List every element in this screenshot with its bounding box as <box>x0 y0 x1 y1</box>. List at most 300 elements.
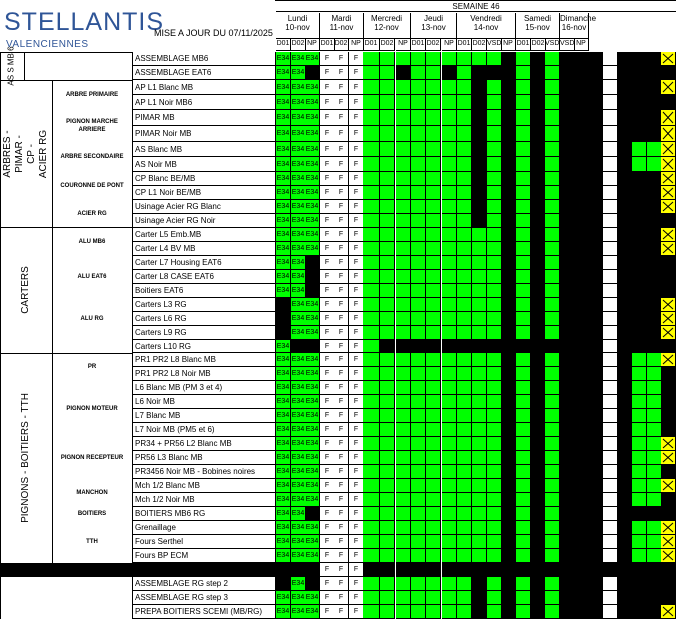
schedule-cell <box>603 521 618 535</box>
schedule-cell <box>545 395 560 409</box>
cross-icon <box>661 312 675 325</box>
schedule-cell <box>380 242 395 256</box>
schedule-cell <box>647 563 662 577</box>
schedule-cell <box>411 200 426 214</box>
schedule-cell <box>618 126 633 142</box>
schedule-cell <box>661 157 676 172</box>
cross-icon <box>661 80 675 94</box>
schedule-cell: E34 <box>305 353 320 367</box>
cross-icon <box>661 535 675 548</box>
schedule-cell <box>589 95 604 110</box>
schedule-cell <box>560 270 575 284</box>
schedule-cell <box>457 563 472 577</box>
schedule-cell: F <box>349 381 364 395</box>
schedule-cell <box>589 284 604 298</box>
schedule-cell <box>603 200 618 214</box>
schedule-cell <box>560 479 575 493</box>
schedule-cell: F <box>349 563 364 577</box>
schedule-cell <box>574 465 589 479</box>
schedule-cell <box>531 298 546 312</box>
schedule-cell <box>531 228 546 242</box>
schedule-cell <box>531 52 546 66</box>
schedule-cell <box>661 591 676 605</box>
schedule-cell: E34 <box>305 228 320 242</box>
schedule-cell <box>632 312 647 326</box>
schedule-cell <box>574 367 589 381</box>
schedule-cell <box>531 423 546 437</box>
schedule-cell <box>560 521 575 535</box>
schedule-cell: E34 <box>291 242 306 256</box>
schedule-cell <box>442 423 457 437</box>
schedule-cell: F <box>334 395 349 409</box>
schedule-cell <box>411 507 426 521</box>
schedule-cell <box>487 200 502 214</box>
schedule-cell: E34 <box>305 110 320 126</box>
schedule-cell <box>603 326 618 340</box>
schedule-cell <box>589 423 604 437</box>
schedule-cell <box>618 409 633 423</box>
cross-icon <box>661 521 675 534</box>
schedule-cell <box>603 507 618 521</box>
schedule-cell <box>531 409 546 423</box>
schedule-cell <box>531 80 546 95</box>
schedule-cell <box>516 157 531 172</box>
schedule-cell <box>411 284 426 298</box>
schedule-cell <box>380 66 395 80</box>
schedule-cell <box>501 563 516 577</box>
schedule-cell <box>661 242 676 256</box>
schedule-cell: F <box>349 256 364 270</box>
schedule-cell <box>647 52 662 66</box>
row-label: PIMAR MB <box>132 110 276 126</box>
schedule-cell <box>472 172 487 186</box>
schedule-cell <box>380 80 395 95</box>
schedule-cell: E34 <box>291 298 306 312</box>
schedule-cell <box>472 200 487 214</box>
schedule-cell: E34 <box>291 605 306 619</box>
schedule-cell <box>396 367 411 381</box>
schedule-cell <box>531 242 546 256</box>
schedule-cell <box>411 409 426 423</box>
schedule-cell <box>396 52 411 66</box>
row-label: AP L1 Blanc MB <box>132 80 276 95</box>
schedule-cell <box>442 353 457 367</box>
schedule-cell <box>545 298 560 312</box>
schedule-cell <box>589 340 604 353</box>
schedule-cell: F <box>349 340 364 353</box>
schedule-cell: E34 <box>276 284 291 298</box>
grid-line <box>275 0 676 2</box>
shift-header: NP <box>305 39 320 51</box>
schedule-cell <box>516 451 531 465</box>
schedule-cell <box>276 563 291 577</box>
schedule-cell <box>472 52 487 66</box>
schedule-cell <box>411 186 426 200</box>
schedule-cell: E34 <box>305 95 320 110</box>
schedule-cell <box>426 493 441 507</box>
stellantis-logo: STELLANTIS <box>4 8 165 36</box>
schedule-cell <box>589 521 604 535</box>
schedule-cell <box>574 549 589 563</box>
schedule-cell <box>632 80 647 95</box>
schedule-cell <box>589 200 604 214</box>
schedule-cell <box>380 110 395 126</box>
day-header <box>560 13 597 39</box>
schedule-cell <box>396 298 411 312</box>
schedule-cell <box>618 493 633 507</box>
schedule-cell <box>396 340 411 353</box>
schedule-cell <box>661 110 676 126</box>
schedule-cell <box>589 186 604 200</box>
schedule-cell <box>574 563 589 577</box>
schedule-cell <box>457 549 472 563</box>
schedule-cell <box>472 549 487 563</box>
update-date: MISE A JOUR DU 07/11/2025 <box>154 28 273 38</box>
schedule-cell: F <box>320 66 335 80</box>
schedule-cell <box>589 549 604 563</box>
schedule-cell <box>380 395 395 409</box>
schedule-cell <box>603 465 618 479</box>
schedule-cell <box>396 535 411 549</box>
schedule-cell <box>574 605 589 619</box>
schedule-cell <box>426 423 441 437</box>
schedule-cell: E34 <box>276 367 291 381</box>
shift-header: D02 <box>426 39 441 51</box>
schedule-cell <box>472 395 487 409</box>
row-label: AP L1 Noir MB6 <box>132 95 276 110</box>
group-tth: TTH <box>86 539 98 545</box>
schedule-cell <box>305 340 320 353</box>
schedule-cell <box>632 465 647 479</box>
schedule-cell <box>589 142 604 157</box>
schedule-cell: F <box>334 80 349 95</box>
schedule-cell: E34 <box>276 256 291 270</box>
schedule-cell <box>531 353 546 367</box>
schedule-cell <box>516 110 531 126</box>
schedule-cell <box>647 200 662 214</box>
schedule-cell <box>531 157 546 172</box>
schedule-cell <box>661 437 676 451</box>
schedule-cell: E34 <box>305 423 320 437</box>
schedule-cell <box>574 326 589 340</box>
schedule-cell <box>661 465 676 479</box>
schedule-cell <box>560 381 575 395</box>
schedule-cell <box>457 340 472 353</box>
schedule-cell <box>442 186 457 200</box>
schedule-cell <box>426 479 441 493</box>
schedule-cell <box>574 395 589 409</box>
day-date: 11-nov <box>329 23 354 32</box>
schedule-cell: E34 <box>305 395 320 409</box>
schedule-cell <box>472 270 487 284</box>
row-label: Usinage Acier RG Noir <box>132 214 276 228</box>
schedule-cell <box>487 186 502 200</box>
schedule-cell <box>457 256 472 270</box>
schedule-cell <box>560 367 575 381</box>
schedule-cell <box>574 284 589 298</box>
schedule-cell <box>501 381 516 395</box>
schedule-cell <box>363 157 380 172</box>
schedule-cell: E34 <box>305 157 320 172</box>
schedule-cell <box>501 214 516 228</box>
row-label: Fours Serthel <box>132 535 276 549</box>
schedule-cell <box>589 214 604 228</box>
schedule-cell: F <box>320 353 335 367</box>
schedule-cell <box>545 242 560 256</box>
section-as-mb6: AS S MB 6 <box>7 46 16 86</box>
schedule-cell <box>618 312 633 326</box>
schedule-cell <box>426 110 441 126</box>
schedule-cell <box>396 521 411 535</box>
schedule-cell <box>647 95 662 110</box>
schedule-cell <box>516 493 531 507</box>
schedule-cell <box>380 535 395 549</box>
schedule-cell <box>618 451 633 465</box>
schedule-cell <box>501 126 516 142</box>
day-name: Mardi <box>331 14 352 23</box>
schedule-cell: E34 <box>291 395 306 409</box>
day-header <box>457 13 516 39</box>
schedule-cell: E34 <box>276 353 291 367</box>
schedule-cell <box>426 200 441 214</box>
schedule-cell <box>647 142 662 157</box>
schedule-cell <box>603 242 618 256</box>
schedule-cell <box>632 95 647 110</box>
schedule-cell <box>531 479 546 493</box>
schedule-cell <box>457 95 472 110</box>
cross-icon <box>661 126 675 141</box>
schedule-cell <box>632 214 647 228</box>
schedule-cell: F <box>334 157 349 172</box>
shift-header: D01 <box>363 39 380 51</box>
schedule-cell <box>516 95 531 110</box>
schedule-cell <box>661 214 676 228</box>
schedule-cell <box>632 381 647 395</box>
schedule-cell <box>501 186 516 200</box>
schedule-cell <box>603 479 618 493</box>
schedule-cell <box>472 284 487 298</box>
schedule-cell <box>380 340 395 353</box>
schedule-cell: F <box>320 577 335 591</box>
schedule-cell <box>574 591 589 605</box>
schedule-cell <box>574 214 589 228</box>
schedule-cell <box>516 340 531 353</box>
schedule-cell <box>632 507 647 521</box>
schedule-cell <box>380 172 395 186</box>
schedule-cell: E34 <box>291 228 306 242</box>
schedule-cell <box>487 256 502 270</box>
schedule-cell <box>516 284 531 298</box>
schedule-cell <box>396 326 411 340</box>
cross-icon <box>661 228 675 241</box>
schedule-cell <box>457 298 472 312</box>
schedule-cell: E34 <box>291 493 306 507</box>
schedule-cell: F <box>320 479 335 493</box>
schedule-cell <box>457 521 472 535</box>
schedule-cell <box>363 80 380 95</box>
shift-header: VSD <box>560 39 575 51</box>
schedule-cell <box>647 605 662 619</box>
schedule-cell: F <box>349 242 364 256</box>
row-label: Carter L7 Housing EAT6 <box>132 256 276 270</box>
schedule-cell <box>574 256 589 270</box>
schedule-cell: E34 <box>276 110 291 126</box>
schedule-cell <box>574 110 589 126</box>
schedule-cell <box>661 126 676 142</box>
schedule-cell <box>363 353 380 367</box>
schedule-cell <box>363 172 380 186</box>
schedule-cell <box>560 284 575 298</box>
group-couronne-de-pont: COURONNE DE PONT <box>60 183 124 189</box>
schedule-cell <box>531 270 546 284</box>
schedule-cell <box>589 256 604 270</box>
schedule-cell <box>501 200 516 214</box>
day-name: Jeudi <box>423 14 444 23</box>
schedule-cell: F <box>320 270 335 284</box>
schedule-cell <box>442 367 457 381</box>
schedule-cell <box>411 465 426 479</box>
schedule-cell <box>647 326 662 340</box>
schedule-cell <box>516 242 531 256</box>
day-date: 13-nov <box>421 23 446 32</box>
schedule-cell <box>396 563 411 577</box>
cross-icon <box>661 479 675 492</box>
schedule-cell <box>531 312 546 326</box>
schedule-cell: E34 <box>276 423 291 437</box>
schedule-cell <box>618 437 633 451</box>
schedule-cell <box>574 535 589 549</box>
schedule-cell: E34 <box>291 256 306 270</box>
schedule-cell <box>589 577 604 591</box>
schedule-cell <box>457 270 472 284</box>
row-label: Usinage Acier RG Blanc <box>132 200 276 214</box>
schedule-cell <box>589 409 604 423</box>
schedule-cell <box>647 521 662 535</box>
schedule-cell: E34 <box>276 66 291 80</box>
schedule-cell <box>545 549 560 563</box>
row-label: Carter L5 Emb.MB <box>132 228 276 242</box>
schedule-cell <box>487 437 502 451</box>
schedule-cell: E34 <box>291 507 306 521</box>
schedule-cell <box>574 340 589 353</box>
schedule-cell <box>516 381 531 395</box>
schedule-cell <box>501 521 516 535</box>
schedule-cell: F <box>320 563 335 577</box>
schedule-cell <box>589 126 604 142</box>
schedule-cell: F <box>349 95 364 110</box>
schedule-cell: E34 <box>276 591 291 605</box>
schedule-cell <box>661 549 676 563</box>
schedule-cell <box>516 256 531 270</box>
schedule-cell <box>589 66 604 80</box>
row-label: CP L1 Noir BE/MB <box>132 186 276 200</box>
schedule-cell <box>603 142 618 157</box>
schedule-cell <box>531 381 546 395</box>
schedule-cell <box>442 409 457 423</box>
schedule-cell <box>396 381 411 395</box>
schedule-cell <box>380 270 395 284</box>
schedule-cell <box>411 80 426 95</box>
schedule-cell <box>618 381 633 395</box>
schedule-cell <box>647 312 662 326</box>
group-acier-rg: ACIER RG <box>77 211 107 217</box>
schedule-cell <box>472 535 487 549</box>
schedule-cell: F <box>320 256 335 270</box>
schedule-cell <box>632 549 647 563</box>
schedule-cell <box>472 605 487 619</box>
schedule-cell <box>487 465 502 479</box>
schedule-cell <box>516 437 531 451</box>
schedule-cell <box>396 80 411 95</box>
schedule-cell <box>501 451 516 465</box>
schedule-cell <box>487 66 502 80</box>
schedule-cell <box>472 157 487 172</box>
schedule-cell <box>380 381 395 395</box>
schedule-cell <box>560 214 575 228</box>
day-name: Dimanche <box>560 14 597 23</box>
schedule-cell <box>603 172 618 186</box>
schedule-cell <box>531 214 546 228</box>
schedule-cell <box>487 228 502 242</box>
schedule-cell <box>363 256 380 270</box>
schedule-cell <box>426 507 441 521</box>
schedule-cell <box>472 507 487 521</box>
schedule-cell <box>411 591 426 605</box>
schedule-cell: F <box>320 549 335 563</box>
group-alu-eat6: ALU EAT6 <box>77 274 107 280</box>
schedule-cell: F <box>320 80 335 95</box>
schedule-cell <box>426 186 441 200</box>
schedule-cell <box>516 172 531 186</box>
schedule-cell: F <box>320 465 335 479</box>
schedule-cell <box>501 52 516 66</box>
schedule-cell <box>647 493 662 507</box>
schedule-cell <box>603 437 618 451</box>
schedule-cell <box>560 493 575 507</box>
schedule-cell <box>545 493 560 507</box>
schedule-cell <box>396 270 411 284</box>
schedule-cell <box>380 507 395 521</box>
schedule-cell: F <box>320 437 335 451</box>
schedule-cell <box>531 142 546 157</box>
schedule-cell <box>603 591 618 605</box>
schedule-cell <box>487 367 502 381</box>
schedule-cell <box>501 395 516 409</box>
schedule-cell: E34 <box>291 95 306 110</box>
schedule-cell <box>380 409 395 423</box>
schedule-cell: E34 <box>305 521 320 535</box>
schedule-cell: F <box>320 451 335 465</box>
schedule-cell <box>501 312 516 326</box>
schedule-cell <box>426 353 441 367</box>
schedule-cell: E34 <box>305 312 320 326</box>
schedule-cell <box>501 367 516 381</box>
group-alu-mb6: ALU MB6 <box>78 239 106 245</box>
row-label: Mch 1/2 Noir MB <box>132 493 276 507</box>
schedule-cell <box>487 326 502 340</box>
schedule-cell <box>531 284 546 298</box>
schedule-cell <box>618 242 633 256</box>
schedule-cell <box>363 66 380 80</box>
schedule-cell <box>380 563 395 577</box>
schedule-cell: E34 <box>276 186 291 200</box>
schedule-cell: F <box>320 52 335 66</box>
schedule-cell: F <box>349 270 364 284</box>
schedule-cell <box>560 242 575 256</box>
schedule-cell <box>531 95 546 110</box>
cross-icon <box>661 110 675 125</box>
schedule-cell <box>457 423 472 437</box>
